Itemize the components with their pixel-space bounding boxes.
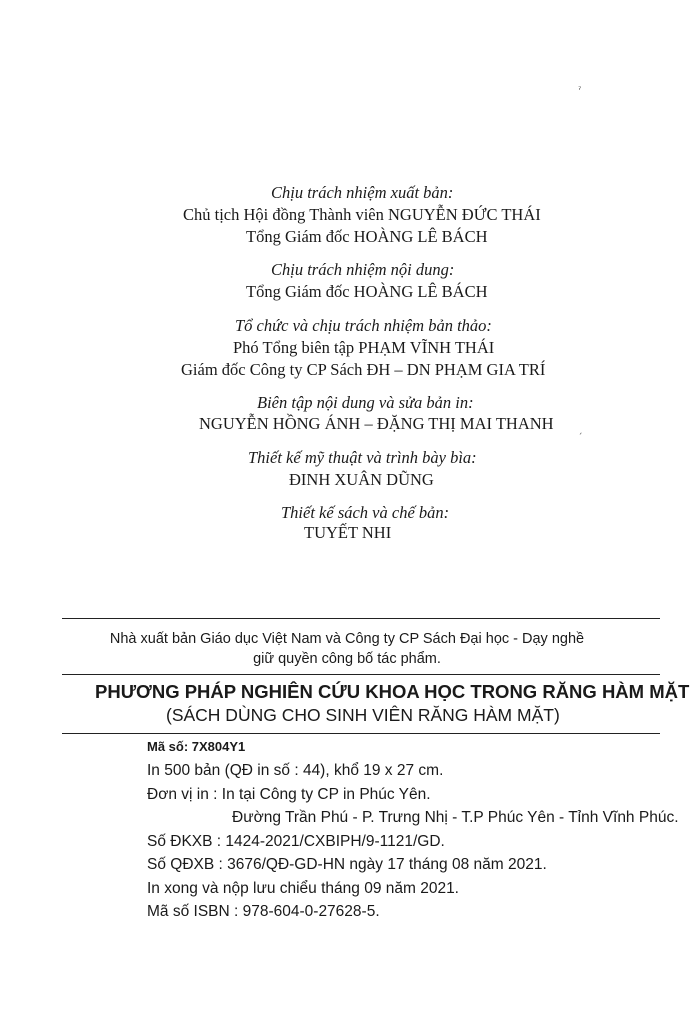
book-code: Mã số: 7X804Y1 xyxy=(147,739,246,754)
page-speck: ˊ xyxy=(578,433,583,443)
publishing-responsibility-line: Chủ tịch Hội đồng Thành viên NGUYỄN ĐỨC THÁI xyxy=(183,205,541,224)
manuscript-responsibility-heading: Tổ chức và chịu trách nhiệm bản thảo: xyxy=(235,316,492,335)
art-design-heading: Thiết kế mỹ thuật và trình bày bìa: xyxy=(248,448,477,467)
publishing-decision: Số QĐXB : 3676/QĐ-GD-HN ngày 17 tháng 08 năm 2021. xyxy=(147,856,547,873)
copyright-line: giữ quyền công bố tác phẩm. xyxy=(253,651,441,667)
editing-heading: Biên tập nội dung và sửa bản in: xyxy=(257,393,474,412)
print-run: In 500 bản (QĐ in số : 44), khổ 19 x 27 cm. xyxy=(147,762,444,779)
isbn: Mã số ISBN : 978-604-0-27628-5. xyxy=(147,903,380,920)
content-responsibility-heading: Chịu trách nhiệm nội dung: xyxy=(271,260,455,279)
legal-deposit: In xong và nộp lưu chiểu tháng 09 năm 2021. xyxy=(147,880,459,897)
art-design-line: ĐINH XUÂN DŨNG xyxy=(289,470,434,489)
book-layout-line: TUYẾT NHI xyxy=(304,523,392,542)
middle-divider xyxy=(62,674,660,675)
book-layout-heading: Thiết kế sách và chế bản: xyxy=(281,503,450,522)
publishing-responsibility-line: Tổng Giám đốc HOÀNG LÊ BÁCH xyxy=(246,227,488,246)
manuscript-responsibility-line: Phó Tổng biên tập PHẠM VĨNH THÁI xyxy=(233,338,495,357)
top-divider xyxy=(62,618,660,619)
content-responsibility-line: Tổng Giám đốc HOÀNG LÊ BÁCH xyxy=(246,282,488,301)
bottom-divider xyxy=(62,733,660,734)
printer-address: Đường Trần Phú - P. Trưng Nhị - T.P Phúc Yên - Tỉnh Vĩnh Phúc. xyxy=(232,809,679,826)
book-subtitle: (SÁCH DÙNG CHO SINH VIÊN RĂNG HÀM MẶT) xyxy=(166,705,560,725)
book-title: PHƯƠNG PHÁP NGHIÊN CỨU KHOA HỌC TRONG RĂNG HÀM MẶT xyxy=(95,681,690,702)
page-speck: ˀ xyxy=(578,86,582,96)
copyright-notice xyxy=(0,629,694,669)
publishing-responsibility-heading: Chịu trách nhiệm xuất bản: xyxy=(271,183,454,202)
copyright-line: Nhà xuất bản Giáo dục Việt Nam và Công ty CP Sách Đại học - Dạy nghề xyxy=(109,631,585,647)
editing-line: NGUYỄN HỒNG ÁNH – ĐẶNG THỊ MAI THANH xyxy=(199,414,554,433)
printer: Đơn vị in : In tại Công ty CP in Phúc Yên. xyxy=(147,786,431,803)
registration-number: Số ĐKXB : 1424-2021/CXBIPH/9-1121/GD. xyxy=(147,833,445,850)
manuscript-responsibility-line: Giám đốc Công ty CP Sách ĐH – DN PHẠM GIA TRÍ xyxy=(181,360,546,379)
